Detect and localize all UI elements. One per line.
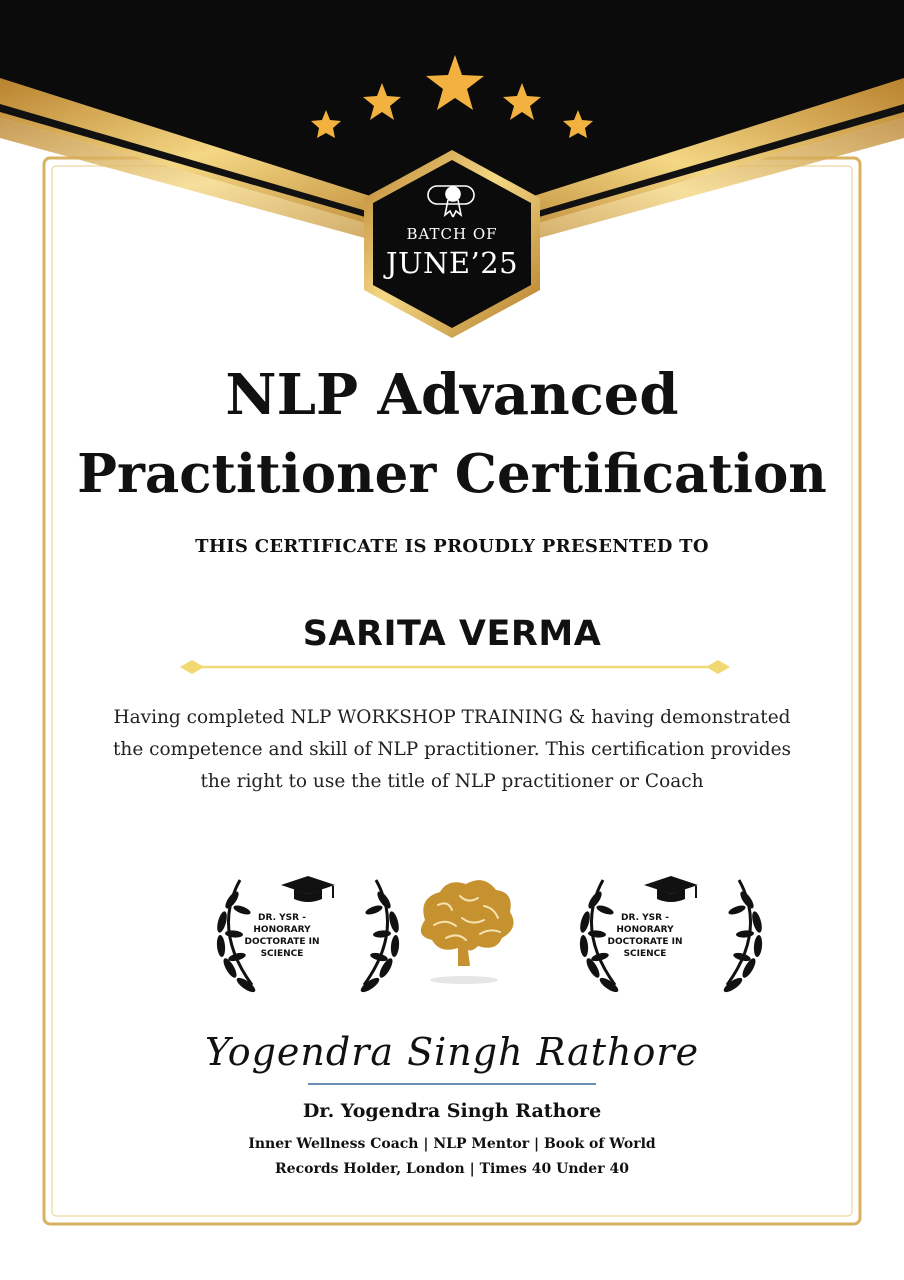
presented-to-text: THIS CERTIFICATE IS PROUDLY PRESENTED TO [195, 536, 709, 557]
batch-date: JUNE’25 [385, 246, 519, 280]
laurel-left-text: DR. YSR - HONORARY DOCTORATE IN SCIENCE [244, 913, 320, 959]
signature-line [308, 1083, 596, 1085]
signer-name: Dr. Yogendra Singh Rathore [302, 1100, 602, 1122]
batch-label: BATCH OF [406, 225, 498, 243]
name-divider [180, 660, 730, 674]
certificate-description: Having completed NLP WORKSHOP TRAINING & having demonstrated the competence and skill of NLP practitioner. This certification provides the right to use the title of NLP practitioner or Coach [112, 707, 792, 792]
certificate-title-line1: NLP Advanced [225, 362, 679, 428]
laurel-right-text: DR. YSR - HONORARY DOCTORATE IN SCIENCE [607, 913, 683, 959]
graduation-cap-icon [281, 876, 335, 902]
signer-role-line1: Inner Wellness Coach | NLP Mentor | Book of World [248, 1136, 656, 1152]
certificate-title-line2: Practitioner Certification [77, 443, 827, 505]
recipient-name: SARITA VERMA [302, 614, 602, 654]
graduation-cap-icon [644, 876, 698, 902]
brain-icon [421, 880, 514, 984]
signature: Yogendra Singh Rathore [204, 1030, 700, 1074]
signer-role-line2: Records Holder, London | Times 40 Under 40 [275, 1161, 629, 1177]
